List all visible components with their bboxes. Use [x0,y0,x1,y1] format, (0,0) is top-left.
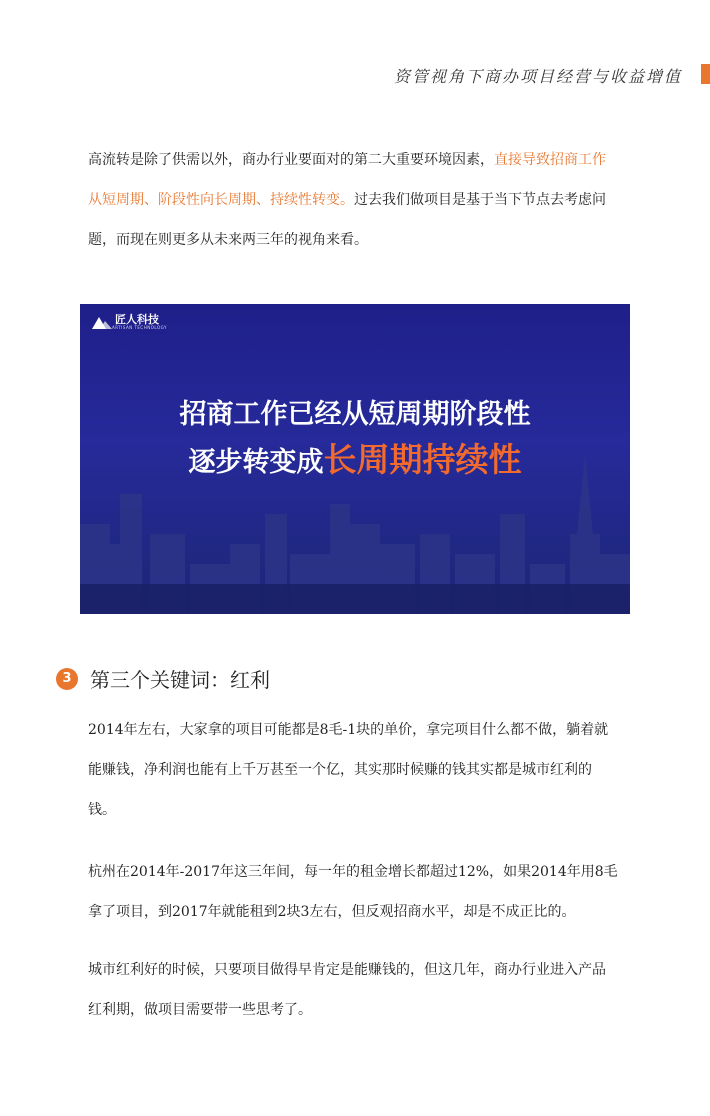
intro-highlight: 直接导致招商工作从短周期、阶段性向长周期、持续性转变。 [88,152,606,208]
intro-text-after: 过去我们做项目是基于当下节点去考虑问题，而现在则更多从未来两三年的视角来看。 [88,192,606,248]
section-heading [56,664,270,693]
banner-line2-prefix: 逐步转变成 [188,447,324,478]
running-header-title: 资管视角下商办项目经营与收益增值 [393,67,682,86]
banner-line2-accent: 长周期持续性 [323,440,522,479]
intro-paragraph [88,140,618,260]
header-accent-bar [701,64,710,84]
body-paragraph-3: 城市红利好的时候，只要项目做得早肯定是能赚钱的，但这几年，商办行业进入产品红利期，做项目需要带一些思考了。 [88,962,606,1018]
section-title: 第三个关键词：红利 [90,668,270,692]
artisan-logo [92,314,167,330]
banner-headline-line2 [80,434,630,481]
intro-text-before: 高流转是除了供需以外，商办行业要面对的第二大重要环境因素， [88,152,494,168]
body-paragraph-2: 杭州在2014年-2017年这三年间，每一年的租金增长都超过12%，如果2014年用8毛拿了项目，到2017年就能租到2块3左右，但反观招商水平，却是不成正比的。 [88,864,618,920]
body-paragraph-1: 2014年左右，大家拿的项目可能都是8毛-1块的单价，拿完项目什么都不做，躺着就能赚钱，净利润也能有上千万甚至一个亿，其实那时候赚的钱其实都是城市红利的钱。 [88,722,609,818]
logo-name: 匠人科技 [115,313,159,326]
banner-headline-line1: 招商工作已经从短周期阶段性 [179,399,531,430]
promo-banner-image [80,304,630,614]
logo-subtitle: ARTISAN TECHNOLOGY [112,325,167,330]
section-number-badge: 3 [56,668,78,690]
logo-mountain-icon [92,315,112,329]
